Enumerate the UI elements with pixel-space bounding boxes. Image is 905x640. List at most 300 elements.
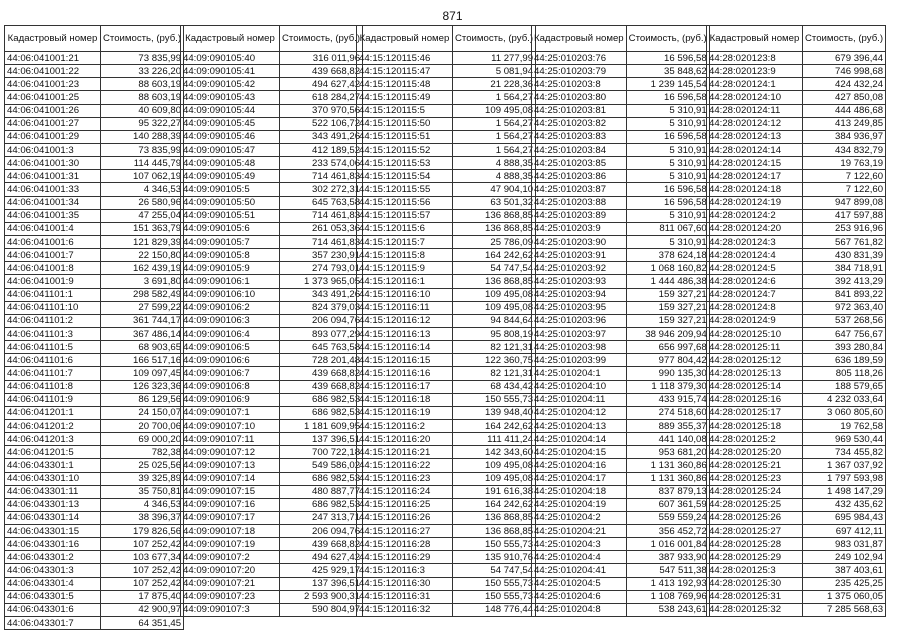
cost-value: 249 102,94 [803,551,886,564]
cost-value: 24 150,07 [101,406,184,419]
table-row [532,262,710,275]
cost-value: 969 530,44 [803,433,886,446]
cost-value: 439 668,82 [280,538,363,551]
cost-value: 302 272,31 [280,183,363,196]
table-row [181,603,363,616]
cost-value: 714 461,83 [280,235,363,248]
cadastral-number: 44:28:020124:3 [707,235,803,248]
cadastral-number: 44:28:020125:18 [707,419,803,432]
cadastral-number: 44:06:043301:15 [5,525,101,538]
table-row [532,235,710,248]
table-row [357,327,536,340]
cadastral-number: 44:06:041201:3 [5,433,101,446]
table-row [181,275,363,288]
table-row [707,275,886,288]
cadastral-number: 44:25:010203:83 [532,130,627,143]
cadastral-number: 44:15:120115:46 [357,52,453,65]
table-row [357,577,536,590]
cadastral-number: 44:25:010203:8 [532,78,627,91]
cadastral-number: 44:25:010203:87 [532,183,627,196]
table-row [5,406,184,419]
cost-value: 39 325,89 [101,472,184,485]
cadastral-number: 44:28:020125:10 [707,327,803,340]
cadastral-number: 44:28:020125:16 [707,393,803,406]
table-row [707,235,886,248]
cadastral-number: 44:15:120116:23 [357,472,453,485]
cadastral-number: 44:25:010204:17 [532,472,627,485]
cost-value: 686 982,53 [280,472,363,485]
cadastral-number: 44:15:120115:55 [357,183,453,196]
cost-value: 3 060 805,60 [803,406,886,419]
table-row [707,262,886,275]
header-cadastral-number: Кадастровый номер [5,26,101,52]
cost-value: 114 445,79 [101,157,184,170]
cadastral-number: 44:28:020125:31 [707,590,803,603]
table-row [707,52,886,65]
table-row [5,564,184,577]
table-row [357,78,536,91]
cadastral-number: 44:25:010204:13 [532,419,627,432]
table-row [357,222,536,235]
cost-value: 109 097,45 [101,367,184,380]
table-row [181,170,363,183]
table-row [357,498,536,511]
cost-value: 5 310,91 [626,209,709,222]
table-row [181,538,363,551]
cadastral-number: 44:25:010204:16 [532,459,627,472]
table-row [707,196,886,209]
table-row [707,130,886,143]
cadastral-number: 44:15:120115:9 [357,262,453,275]
table-row [181,577,363,590]
cadastral-number: 44:15:120116:19 [357,406,453,419]
cost-value: 159 327,21 [626,314,709,327]
cost-value: 1 367 037,92 [803,459,886,472]
cadastral-number: 44:28:020125:24 [707,485,803,498]
cadastral-number: 44:06:041001:30 [5,157,101,170]
cost-value: 494 627,42 [280,551,363,564]
cadastral-number: 44:09:090105:8 [181,249,280,262]
cadastral-number: 44:28:020125:27 [707,525,803,538]
cadastral-number: 44:09:090106:9 [181,393,280,406]
cadastral-number: 44:06:041101:5 [5,341,101,354]
cadastral-number: 44:06:041001:3 [5,143,101,156]
cadastral-number: 44:25:010204:6 [532,590,627,603]
table-row [181,52,363,65]
cost-value: 686 982,53 [280,393,363,406]
table-row [357,91,536,104]
cost-value: 142 343,60 [453,446,536,459]
cost-value: 343 491,26 [280,288,363,301]
cost-value: 150 555,73 [453,577,536,590]
cadastral-number: 44:25:010203:81 [532,104,627,117]
cost-value: 1 016 001,84 [626,538,709,551]
cost-value: 947 899,08 [803,196,886,209]
cadastral-number: 44:28:020124:20 [707,222,803,235]
cost-value: 298 582,49 [101,288,184,301]
cost-value: 316 011,96 [280,52,363,65]
cost-value: 7 122,60 [803,183,886,196]
cadastral-number: 44:25:010204:41 [532,564,627,577]
cost-value: 19 762,58 [803,419,886,432]
cost-value: 686 982,53 [280,498,363,511]
header-cadastral-number: Кадастровый номер [532,26,627,52]
cost-value: 1 181 609,95 [280,419,363,432]
cadastral-number: 44:09:090107:20 [181,564,280,577]
cost-value: 109 495,08 [453,459,536,472]
table-row [5,117,184,130]
table-row [532,577,710,590]
cost-value: 1 564,27 [453,117,536,130]
table-row [707,564,886,577]
cost-value: 162 439,19 [101,262,184,275]
table-row [181,433,363,446]
table-row [532,564,710,577]
cadastral-number: 44:28:020125:28 [707,538,803,551]
cost-value: 679 396,44 [803,52,886,65]
table-row [5,209,184,222]
cadastral-number: 44:09:090106:2 [181,301,280,314]
table-row [532,380,710,393]
cost-value: 439 668,82 [280,380,363,393]
table-row [181,472,363,485]
cadastral-number: 44:28:020125:11 [707,341,803,354]
table-row [532,130,710,143]
cadastral-number: 44:25:010204:14 [532,433,627,446]
cadastral-number: 44:15:120116:10 [357,288,453,301]
cadastral-number: 44:28:020125:12 [707,354,803,367]
cadastral-number: 44:15:120116:2 [357,419,453,432]
cadastral-number: 44:06:041001:29 [5,130,101,143]
cost-value: 166 517,16 [101,354,184,367]
table-row [5,170,184,183]
cadastral-number: 44:25:010203:80 [532,91,627,104]
table-row [707,327,886,340]
table-row [181,209,363,222]
cadastral-number: 44:15:120116:13 [357,327,453,340]
header-cost: Стоимость, (руб.) [101,26,184,52]
table-row [181,354,363,367]
table-row [357,262,536,275]
table-row [707,380,886,393]
cost-value: 439 668,82 [280,65,363,78]
cost-value: 645 763,58 [280,196,363,209]
table-row [181,459,363,472]
table-row [707,143,886,156]
cost-value: 247 313,71 [280,511,363,524]
cost-value: 38 946 209,94 [626,327,709,340]
table-row [5,433,184,446]
table-row [5,603,184,616]
cadastral-number: 44:28:020124:4 [707,249,803,262]
cost-value: 253 916,96 [803,222,886,235]
cost-value: 1 375 060,05 [803,590,886,603]
cadastral-number: 44:25:010204:11 [532,393,627,406]
cadastral-number: 44:15:120115:57 [357,209,453,222]
cadastral-number: 44:28:020125:29 [707,551,803,564]
cadastral-number: 44:15:120115:6 [357,222,453,235]
table-row [707,485,886,498]
table-row [532,209,710,222]
cost-value: 139 948,40 [453,406,536,419]
cadastral-number: 44:28:020124:12 [707,117,803,130]
cost-value: 109 495,08 [453,104,536,117]
cost-value: 746 998,68 [803,65,886,78]
table-row [532,367,710,380]
cadastral-number: 44:06:041101:6 [5,354,101,367]
table-row [532,459,710,472]
cost-value: 5 310,91 [626,117,709,130]
table-row [5,104,184,117]
cost-value: 25 786,09 [453,235,536,248]
cadastral-number: 44:06:041001:34 [5,196,101,209]
cost-value: 16 596,58 [626,130,709,143]
cost-value: 135 910,76 [453,551,536,564]
table-row [357,104,536,117]
cadastral-number: 44:06:043301:11 [5,485,101,498]
table-row [357,288,536,301]
table-row [5,288,184,301]
cadastral-number: 44:06:041001:27 [5,117,101,130]
cost-value: 841 893,22 [803,288,886,301]
cost-value: 107 252,42 [101,577,184,590]
table-row [357,196,536,209]
table-row [357,170,536,183]
cadastral-number: 44:25:010203:99 [532,354,627,367]
cadastral-number: 44:06:043301:16 [5,538,101,551]
table-row [357,354,536,367]
table-row [181,511,363,524]
table-row [532,222,710,235]
cadastral-number: 44:25:010203:86 [532,170,627,183]
cost-value: 63 501,32 [453,196,536,209]
table-row [5,91,184,104]
cadastral-number: 44:09:090107:16 [181,498,280,511]
cost-value: 35 750,81 [101,485,184,498]
table-row [707,249,886,262]
cadastral-number: 44:28:020124:8 [707,301,803,314]
cadastral-number: 44:15:120116:17 [357,380,453,393]
table-row [532,157,710,170]
cadastral-number: 44:15:120115:54 [357,170,453,183]
cadastral-number: 44:28:020124:11 [707,104,803,117]
cost-value: 393 280,84 [803,341,886,354]
cost-value: 378 624,18 [626,249,709,262]
table-row [181,249,363,262]
cadastral-number: 44:09:090105:7 [181,235,280,248]
cost-value: 4 232 033,64 [803,393,886,406]
table-row [5,459,184,472]
table-row [532,91,710,104]
cadastral-number: 44:06:041201:1 [5,406,101,419]
cadastral-number: 44:28:020125:14 [707,380,803,393]
cadastral-number: 44:09:090105:9 [181,262,280,275]
table-row [532,551,710,564]
table-row [532,249,710,262]
cost-value: 206 094,76 [280,314,363,327]
table-row [707,301,886,314]
table-row [181,235,363,248]
cost-value: 136 868,85 [453,511,536,524]
cadastral-number: 44:15:120116:11 [357,301,453,314]
cost-value: 109 495,08 [453,301,536,314]
cost-value: 4 888,35 [453,157,536,170]
table-row [357,459,536,472]
cadastral-number: 44:25:010204:18 [532,485,627,498]
cadastral-number: 44:25:010204:8 [532,603,627,616]
header-cadastral-number: Кадастровый номер [357,26,453,52]
cadastral-number: 44:06:041001:6 [5,235,101,248]
cadastral-number: 44:06:041001:21 [5,52,101,65]
table-row [707,288,886,301]
cadastral-number: 44:25:010203:89 [532,209,627,222]
cadastral-number: 44:06:041001:31 [5,170,101,183]
cost-value: 16 596,58 [626,183,709,196]
table-row [357,564,536,577]
cost-value: 136 868,85 [453,525,536,538]
cadastral-number: 44:28:020123:9 [707,65,803,78]
table-row [5,314,184,327]
table-row [357,525,536,538]
table-row [5,222,184,235]
cost-value: 434 832,79 [803,143,886,156]
table-row [5,262,184,275]
cadastral-number: 44:28:020124:10 [707,91,803,104]
cost-value: 392 413,29 [803,275,886,288]
table-row [181,314,363,327]
table-row [532,341,710,354]
table-row [532,603,710,616]
cadastral-number: 44:28:020124:6 [707,275,803,288]
table-row [357,419,536,432]
cost-value: 953 681,20 [626,446,709,459]
cost-value: 188 579,65 [803,380,886,393]
cost-value: 343 491,26 [280,130,363,143]
cost-value: 547 511,38 [626,564,709,577]
table-row [5,485,184,498]
cadastral-number: 44:09:090107:14 [181,472,280,485]
cost-value: 107 062,19 [101,170,184,183]
cadastral-number: 44:15:120116:31 [357,590,453,603]
cadastral-table-3 [356,25,536,617]
cadastral-table-5 [706,25,886,617]
cadastral-number: 44:06:041001:8 [5,262,101,275]
cadastral-number: 44:06:043301:10 [5,472,101,485]
cost-value: 42 900,97 [101,603,184,616]
cost-value: 206 094,76 [280,525,363,538]
cost-value: 82 121,31 [453,341,536,354]
cadastral-number: 44:15:120116:20 [357,433,453,446]
table-row [5,498,184,511]
cost-value: 645 763,58 [280,341,363,354]
table-row [532,590,710,603]
cost-value: 618 284,27 [280,91,363,104]
cadastral-number: 44:15:120116:16 [357,367,453,380]
cadastral-number: 44:25:010203:96 [532,314,627,327]
cost-value: 191 616,38 [453,485,536,498]
table-row [532,525,710,538]
table-row [707,170,886,183]
cadastral-number: 44:09:090105:48 [181,157,280,170]
table-row [181,327,363,340]
cost-value: 444 486,68 [803,104,886,117]
cost-value: 150 555,73 [453,538,536,551]
cost-value: 480 887,77 [280,485,363,498]
cadastral-number: 44:15:120116:24 [357,485,453,498]
table-row [532,65,710,78]
table-row [532,406,710,419]
cadastral-number: 44:28:020125:25 [707,498,803,511]
cadastral-number: 44:09:090105:5 [181,183,280,196]
cost-value: 567 761,82 [803,235,886,248]
cost-value: 95 808,19 [453,327,536,340]
cost-value: 5 310,91 [626,143,709,156]
header-cost: Стоимость, (руб.) [280,26,363,52]
table-row [357,235,536,248]
cost-value: 430 831,39 [803,249,886,262]
cadastral-number: 44:09:090105:46 [181,130,280,143]
table-row [357,590,536,603]
table-row [5,393,184,406]
cadastral-number: 44:25:010204:4 [532,551,627,564]
table-row [181,117,363,130]
cadastral-number: 44:09:090107:15 [181,485,280,498]
cost-value: 122 360,75 [453,354,536,367]
cadastral-number: 44:09:090107:21 [181,577,280,590]
cost-value: 697 412,11 [803,525,886,538]
cadastral-number: 44:06:043301:1 [5,459,101,472]
cost-value: 140 288,39 [101,130,184,143]
cost-value: 370 970,56 [280,104,363,117]
cadastral-number: 44:06:043301:4 [5,577,101,590]
cost-value: 367 486,14 [101,327,184,340]
cost-value: 990 135,30 [626,367,709,380]
page-number: 871 [442,9,463,23]
table-row [5,446,184,459]
cadastral-number: 44:28:020125:32 [707,603,803,616]
table-row [357,65,536,78]
cost-value: 714 461,83 [280,170,363,183]
cadastral-number: 44:06:043301:13 [5,498,101,511]
cost-value: 811 067,60 [626,222,709,235]
cost-value: 54 747,54 [453,262,536,275]
table-row [357,183,536,196]
table-row [707,222,886,235]
cadastral-number: 44:09:090107:19 [181,538,280,551]
table-row [532,288,710,301]
cost-value: 38 396,37 [101,511,184,524]
cadastral-number: 44:15:120115:52 [357,143,453,156]
cost-value: 121 829,39 [101,235,184,248]
table-row [357,446,536,459]
cost-value: 5 310,91 [626,170,709,183]
cost-value: 33 226,20 [101,65,184,78]
cost-value: 1 068 160,82 [626,262,709,275]
header-cadastral-number: Кадастровый номер [707,26,803,52]
cost-value: 164 242,62 [453,419,536,432]
table-row [357,314,536,327]
cadastral-number: 44:28:020124:13 [707,130,803,143]
table-row [532,327,710,340]
cadastral-number: 44:15:120115:53 [357,157,453,170]
table-row [181,341,363,354]
cost-value: 1 373 965,05 [280,275,363,288]
cost-value: 107 252,42 [101,538,184,551]
cadastral-number: 44:28:020125:3 [707,564,803,577]
table-row [357,393,536,406]
cadastral-number: 44:25:010204:12 [532,406,627,419]
table-row [707,354,886,367]
